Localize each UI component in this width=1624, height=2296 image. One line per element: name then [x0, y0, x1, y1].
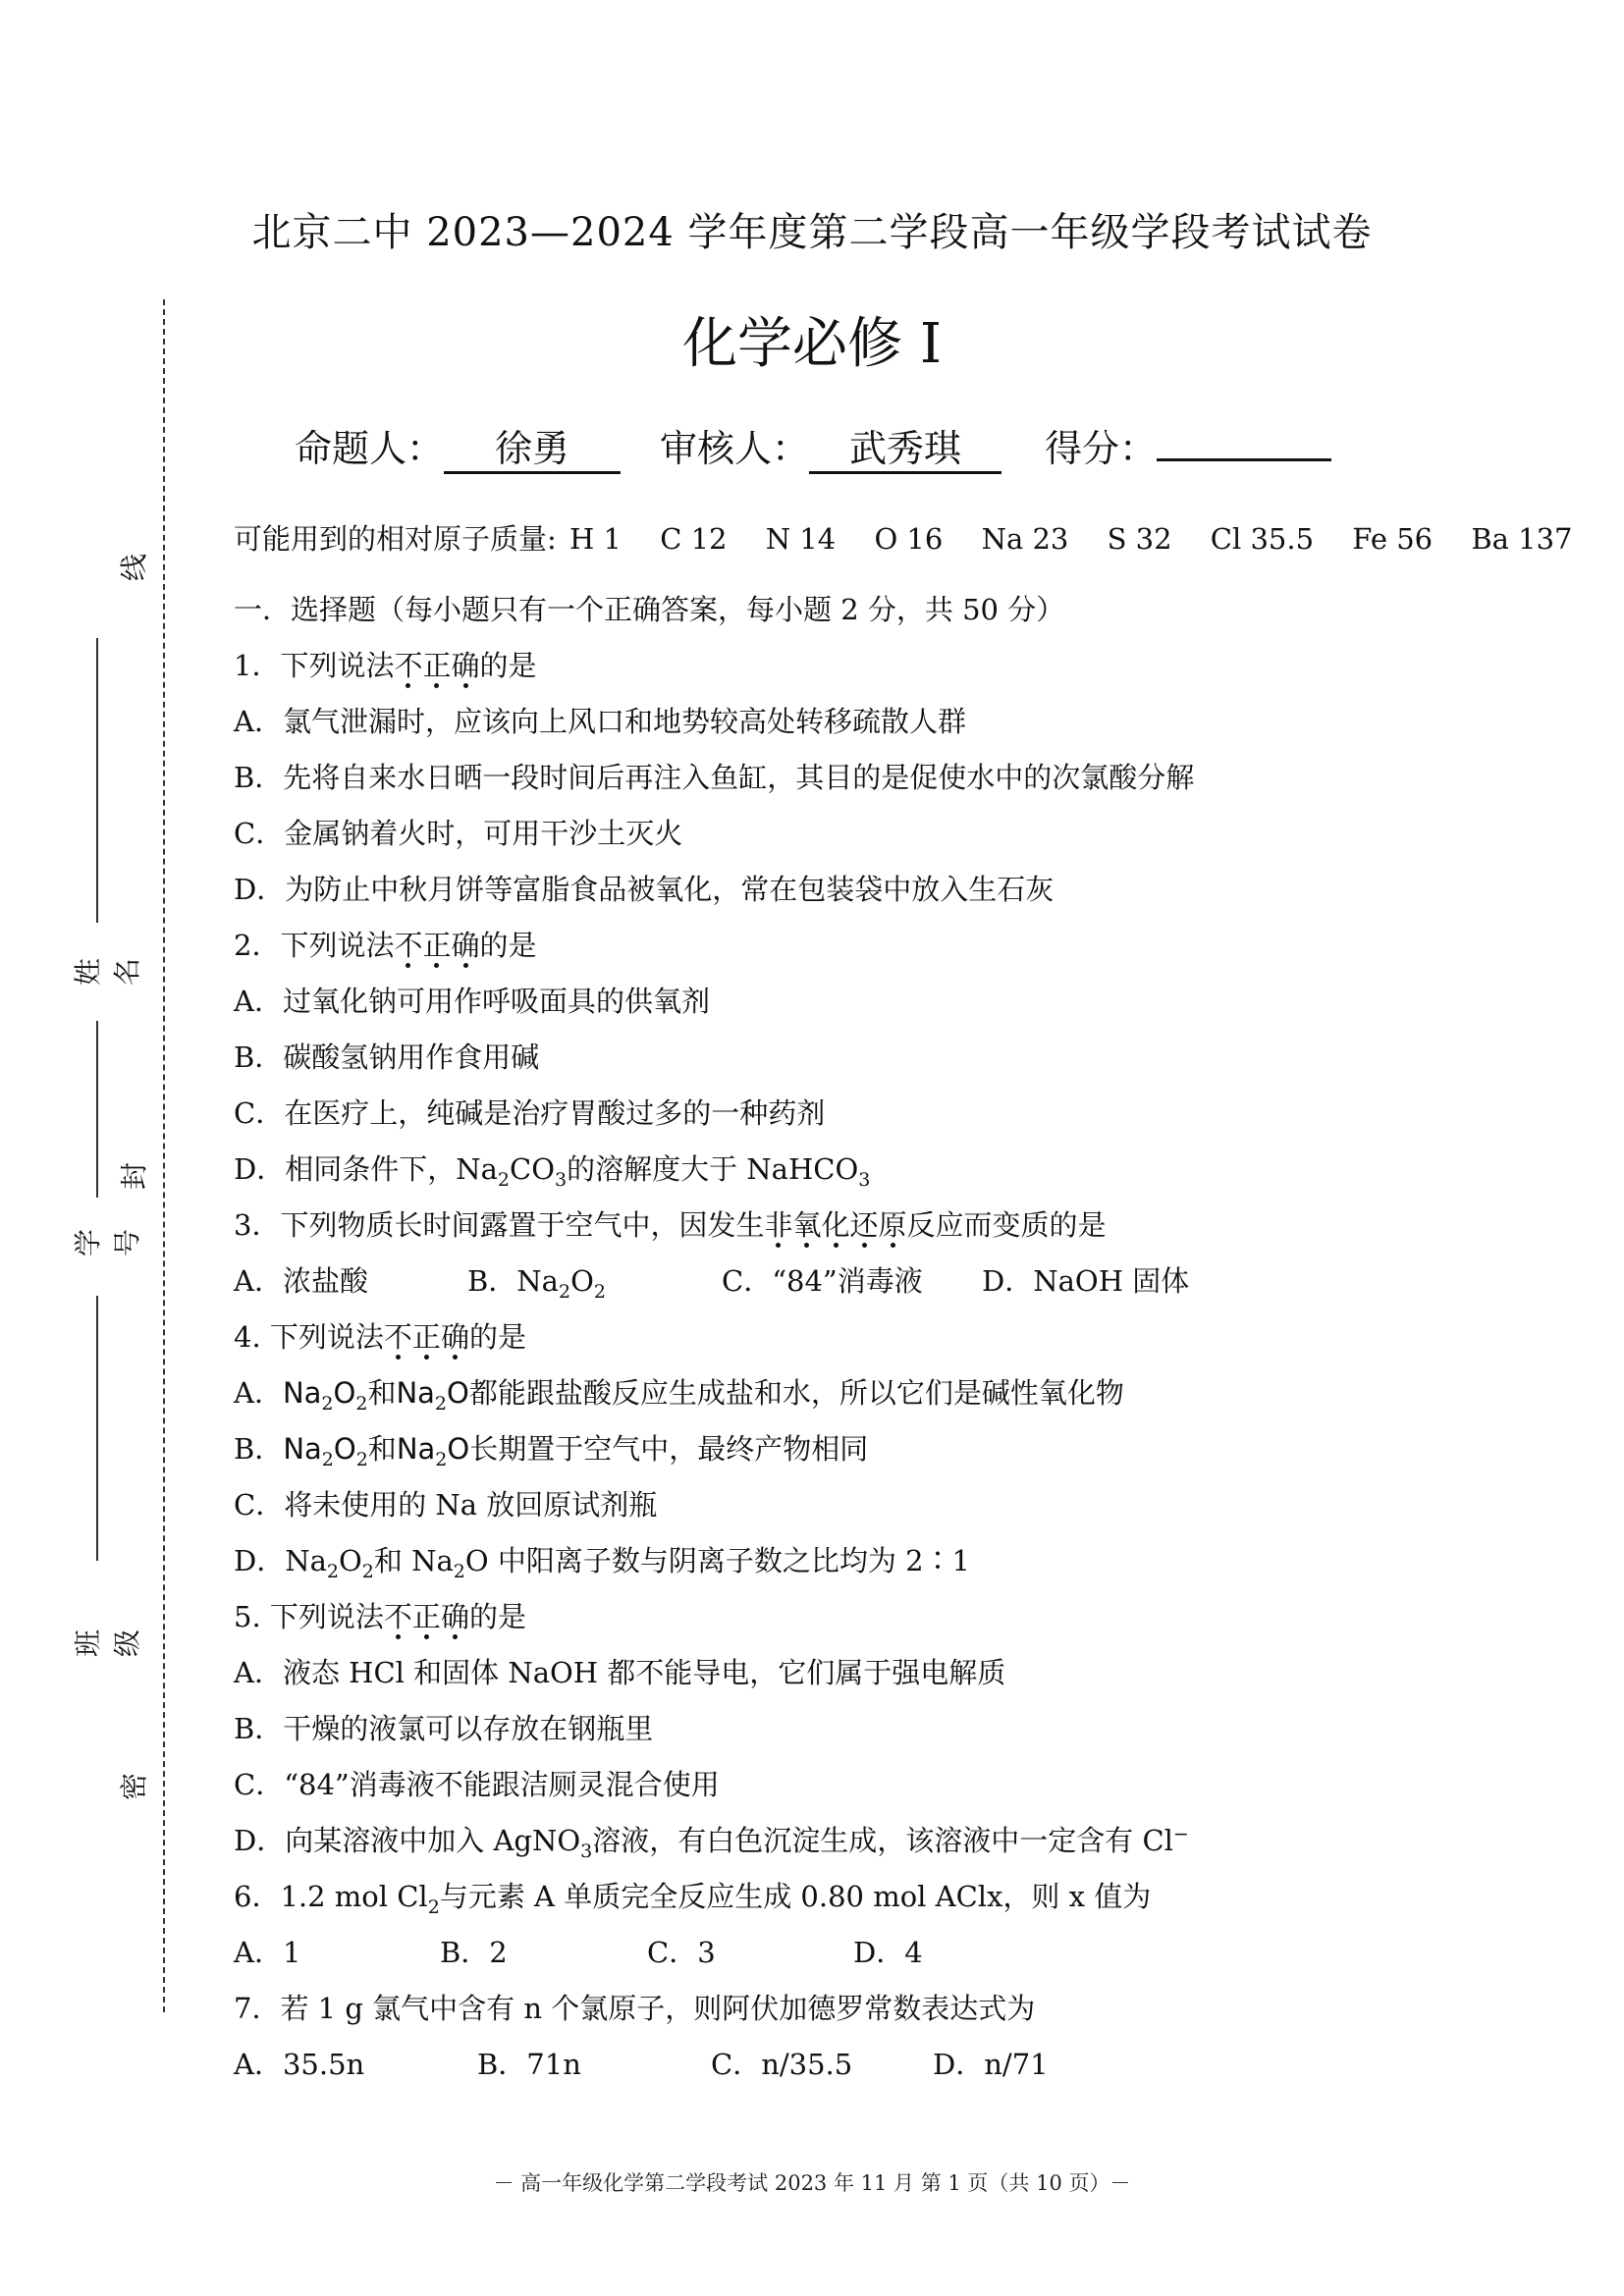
question-7-option-d: D．n/71 — [933, 2048, 1049, 2081]
question-3-option-a: A．浓盐酸 — [234, 1264, 368, 1298]
mass-fe: Fe 56 — [1352, 522, 1434, 556]
emphasis-char: 确 — [451, 649, 480, 682]
question-6-option-a: A．1 — [234, 1936, 301, 1969]
question-7-option-a: A．35.5n — [234, 2048, 365, 2081]
question-6-option-b: B．2 — [440, 1936, 508, 1969]
emphasis-char: 化 — [821, 1208, 850, 1242]
mass-cl: Cl 35.5 — [1210, 522, 1315, 556]
question-2-stem: 2．下列说法不正确的是 — [234, 929, 537, 962]
meta-author — [295, 424, 621, 473]
question-5-option-c: C．“84”消毒液不能跟洁厕灵混合使用 — [234, 1768, 720, 1801]
atomic-masses-label: 可能用到的相对原子质量: — [234, 522, 557, 556]
question-5-option-a: A．液态 HCl 和固体 NaOH 都不能导电，它们属于强电解质 — [234, 1656, 1006, 1689]
question-2-option-d: D．相同条件下，$Na_2CO_3$的溶解度大于 NaHCO$_3$ — [234, 1152, 871, 1191]
emphasis-char: 非 — [764, 1208, 793, 1242]
mass-o: O 16 — [874, 522, 944, 556]
question-5-option-d: D．向某溶液中加入 AgNO$_3$溶液，有白色沉淀生成，该溶液中一定含有 Cl− — [234, 1823, 1189, 1862]
question-1-stem: 1．下列说法不正确的是 — [234, 649, 537, 682]
field-name: 姓名 — [72, 958, 143, 987]
question-3-option-c: C．“84”消毒液 — [722, 1264, 923, 1298]
question-4-option-d: D．$Na_2O_2$和 $Na_2O$ 中阳离子数与阴离子数之比均为 2∶1 — [234, 1544, 970, 1582]
question-1-option-b: B．先将自来水日晒一段时间后再注入鱼缸，其目的是促使水中的次氯酸分解 — [234, 761, 1195, 794]
name-field-rule — [96, 638, 98, 923]
question-6-stem: 6．1.2 mol $Cl_2$与元素 A 单质完全反应生成 0.80 mol AClx，则 x 值为 — [234, 1880, 1152, 1918]
emphasis-char: 确 — [451, 929, 480, 962]
question-1-option-a: A．氯气泄漏时，应该向上风口和地势较高处转移疏散人群 — [234, 705, 966, 738]
question-2-option-b: B．碳酸氢钠用作食用碱 — [234, 1041, 540, 1074]
question-1-option-d: D．为防止中秋月饼等富脂食品被氧化，常在包装袋中放入生石灰 — [234, 873, 1055, 906]
emphasis-char: 正 — [411, 1320, 441, 1354]
emphasis-char: 不 — [383, 1320, 412, 1354]
emphasis-char: 不 — [394, 929, 423, 962]
emphasis-char: 还 — [849, 1208, 879, 1242]
question-3-stem: 3．下列物质长时间露置于空气中，因发生非氧化还原反应而变质的是 — [234, 1208, 1107, 1242]
mass-ba: Ba 137 — [1471, 522, 1573, 556]
meta-reviewer — [660, 424, 1001, 473]
mass-n: N 14 — [765, 522, 837, 556]
question-4-option-b: B．$Na_2O_2$和$Na_2O$长期置于空气中，最终产物相同 — [234, 1432, 869, 1470]
seal-char-seal: 封 — [118, 1162, 150, 1191]
meta-score — [1045, 424, 1331, 473]
section-heading: 一．选择题（每小题只有一个正确答案，每小题 2 分，共 50 分） — [234, 593, 1065, 626]
mass-c: C 12 — [660, 522, 728, 556]
emphasis-char: 正 — [422, 649, 452, 682]
emphasis-char: 不 — [383, 1600, 412, 1633]
id-field-rule — [96, 1021, 98, 1198]
field-student-id: 学号 — [72, 1229, 143, 1257]
question-1-option-c: C．金属钠着火时，可用干沙土灭火 — [234, 817, 683, 850]
question-3-option-d: D．NaOH 固体 — [982, 1264, 1190, 1298]
question-2-option-a: A．过氧化钠可用作呼吸面具的供氧剂 — [234, 985, 710, 1018]
emphasis-char: 正 — [411, 1600, 441, 1633]
question-7-stem: 7．若 1 g 氯气中含有 n 个氯原子，则阿伏加德罗常数表达式为 — [234, 1992, 1036, 2025]
mass-h: H 1 — [569, 522, 622, 556]
question-4-option-a: A．$Na_2O_2$和$Na_2O$都能跟盐酸反应生成盐和水，所以它们是碱性氧化物 — [234, 1376, 1124, 1415]
mass-na: Na 23 — [981, 522, 1069, 556]
atomic-masses — [234, 519, 1573, 559]
question-2-option-c: C．在医疗上，纯碱是治疗胃酸过多的一种药剂 — [234, 1096, 826, 1130]
question-6-option-c: C．3 — [647, 1936, 716, 1969]
author-label: 命题人： — [295, 427, 445, 470]
seal-char-line: 线 — [118, 554, 150, 582]
seal-char-secret: 密 — [118, 1773, 150, 1801]
class-field-rule — [96, 1296, 98, 1561]
emphasis-char: 原 — [878, 1208, 907, 1242]
emphasis-char: 确 — [440, 1320, 469, 1354]
question-7-option-c: C．n/35.5 — [711, 2048, 853, 2081]
question-5-stem: 5. 下列说法不正确的是 — [234, 1600, 526, 1633]
reviewer-value: 武秀琪 — [809, 426, 1001, 474]
question-5-option-b: B．干燥的液氯可以存放在钢瓶里 — [234, 1712, 654, 1745]
exam-title: 北京二中 2023—2024 学年度第二学段高一年级学段考试试卷 — [251, 210, 1373, 255]
emphasis-char: 正 — [422, 929, 452, 962]
question-3-option-b: B．$Na_2O_2$ — [467, 1264, 606, 1303]
reviewer-label: 审核人： — [660, 427, 810, 470]
page-footer: － 高一年级化学第二学段考试 2023 年 11 月 第 1 页（共 10 页）－ — [493, 2171, 1131, 2195]
score-field — [1157, 458, 1331, 461]
field-class: 班级 — [72, 1629, 143, 1658]
subject-title: 化学必修 I — [682, 312, 942, 376]
emphasis-char: 氧 — [792, 1208, 822, 1242]
author-value: 徐勇 — [444, 426, 621, 474]
question-4-option-c: C．将未使用的 Na 放回原试剂瓶 — [234, 1488, 658, 1522]
emphasis-char: 不 — [394, 649, 423, 682]
emphasis-char: 确 — [440, 1600, 469, 1633]
question-7-option-b: B．71n — [477, 2048, 581, 2081]
mass-s: S 32 — [1107, 522, 1172, 556]
score-label: 得分： — [1045, 427, 1158, 470]
binding-dashed-line — [163, 299, 165, 2012]
question-6-option-d: D．4 — [853, 1936, 923, 1969]
question-4-stem: 4. 下列说法不正确的是 — [234, 1320, 526, 1354]
